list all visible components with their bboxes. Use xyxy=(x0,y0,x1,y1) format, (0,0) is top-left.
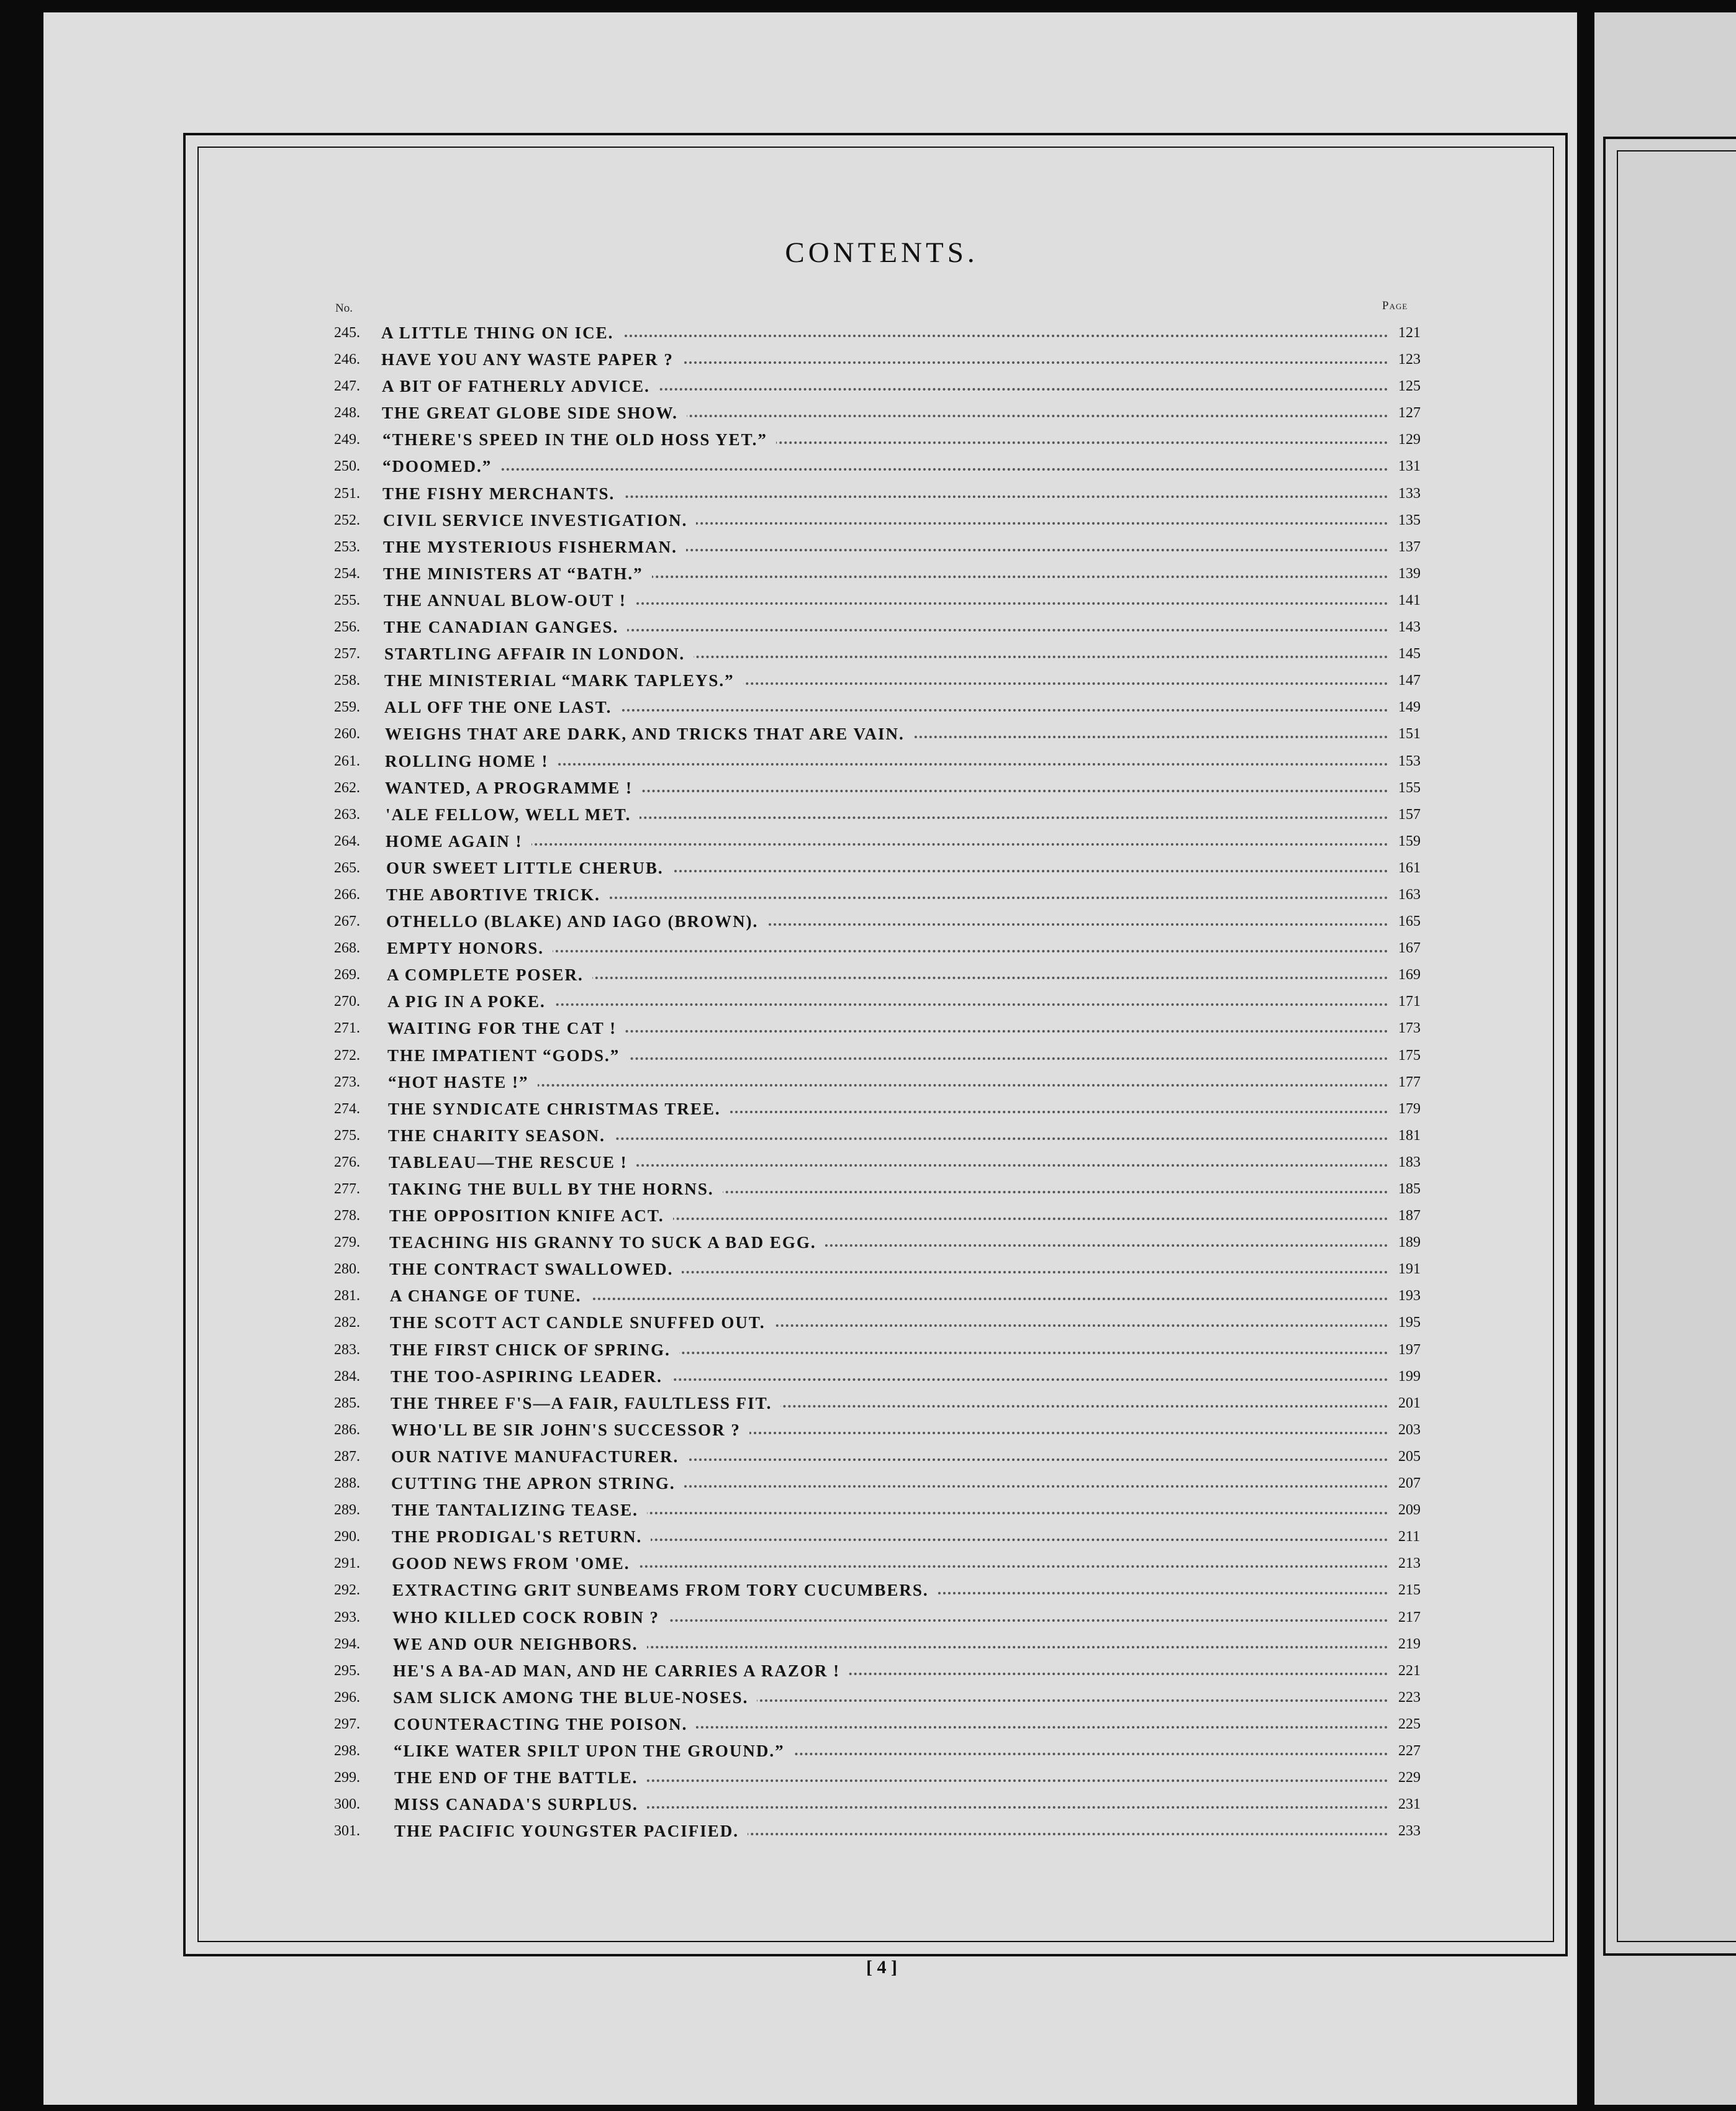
entry-page: 131 xyxy=(1393,453,1421,480)
dot-leader xyxy=(412,950,1388,952)
entry-page: 163 xyxy=(1393,882,1421,908)
entry-page: 231 xyxy=(1393,1791,1421,1818)
entry-page: 233 xyxy=(1393,1818,1421,1845)
entry-page: 171 xyxy=(1393,988,1421,1015)
entry-number: 264. xyxy=(334,833,360,849)
entry-title: MISS CANADA'S SURPLUS. xyxy=(394,1791,647,1818)
contents-entry xyxy=(0,320,1736,346)
page-number: [ 4 ] xyxy=(866,1957,897,1978)
contents-entry xyxy=(0,1283,1736,1309)
entry-number: 289. xyxy=(334,1502,360,1519)
entry-title: THE PACIFIC YOUNGSTER PACIFIED. xyxy=(394,1818,748,1845)
contents-entry xyxy=(0,1711,1736,1738)
entry-number: 281. xyxy=(334,1288,360,1304)
contents-entry xyxy=(0,988,1736,1015)
contents-entry xyxy=(0,1765,1736,1791)
entry-page: 227 xyxy=(1393,1738,1421,1765)
entry-number: 245. xyxy=(334,325,360,341)
contents-entry xyxy=(0,507,1736,534)
contents-entry xyxy=(0,1818,1736,1845)
entry-number: 265. xyxy=(334,859,360,876)
contents-entry xyxy=(0,1738,1736,1765)
entry-number: 300. xyxy=(334,1796,360,1813)
entry-title: OTHELLO (BLAKE) AND IAGO (BROWN). xyxy=(386,908,767,935)
entry-title: HAVE YOU ANY WASTE PAPER ? xyxy=(381,346,682,373)
entry-page: 209 xyxy=(1393,1497,1421,1524)
entry-title: THE GREAT GLOBE SIDE SHOW. xyxy=(382,400,687,427)
entry-page: 193 xyxy=(1393,1283,1421,1309)
contents-entry xyxy=(0,1042,1736,1069)
entry-page: 123 xyxy=(1393,346,1421,373)
entry-page: 133 xyxy=(1393,481,1421,507)
contents-entry xyxy=(0,453,1736,480)
entry-page: 147 xyxy=(1393,667,1421,694)
entry-number: 288. xyxy=(334,1475,360,1492)
entry-page: 129 xyxy=(1393,427,1421,453)
contents-list xyxy=(0,320,1736,1845)
contents-entry xyxy=(0,400,1736,427)
contents-entry xyxy=(0,935,1736,962)
contents-entry xyxy=(0,346,1736,373)
contents-entry xyxy=(0,1577,1736,1604)
contents-entry xyxy=(0,1229,1736,1256)
entry-page: 139 xyxy=(1393,561,1421,587)
entry-number: 273. xyxy=(334,1074,360,1090)
contents-entry xyxy=(0,882,1736,908)
entry-number: 293. xyxy=(334,1609,360,1625)
entry-page: 167 xyxy=(1393,935,1421,962)
entry-title: TAKING THE BULL BY THE HORNS. xyxy=(389,1176,723,1203)
entry-page: 149 xyxy=(1393,694,1421,721)
entry-title: THE MYSTERIOUS FISHERMAN. xyxy=(383,534,686,561)
entry-title: THE THREE F'S—A FAIR, FAULTLESS FIT. xyxy=(391,1390,780,1417)
entry-title: HE'S A BA-AD MAN, AND HE CARRIES A RAZOR ! xyxy=(393,1658,849,1684)
contents-entry xyxy=(0,775,1736,802)
entry-page: 223 xyxy=(1393,1684,1421,1711)
entry-number: 276. xyxy=(334,1154,360,1170)
entry-page: 229 xyxy=(1393,1765,1421,1791)
entry-page: 217 xyxy=(1393,1604,1421,1631)
contents-entry xyxy=(0,1631,1736,1658)
entry-page: 159 xyxy=(1393,828,1421,855)
entry-page: 201 xyxy=(1393,1390,1421,1417)
entry-title: “HOT HASTE !” xyxy=(388,1069,538,1096)
entry-title: TABLEAU—THE RESCUE ! xyxy=(389,1149,636,1176)
entry-number: 282. xyxy=(334,1314,360,1331)
entry-page: 143 xyxy=(1393,614,1421,641)
entry-number: 269. xyxy=(334,967,360,983)
entry-number: 279. xyxy=(334,1234,360,1251)
entry-page: 141 xyxy=(1393,587,1421,614)
entry-title: THE ANNUAL BLOW-OUT ! xyxy=(384,587,635,614)
entry-page: 221 xyxy=(1393,1658,1421,1684)
contents-entry xyxy=(0,1417,1736,1444)
entry-title: WEIGHS THAT ARE DARK, AND TRICKS THAT ARE VAIN. xyxy=(385,721,913,748)
contents-entry xyxy=(0,694,1736,721)
contents-entry xyxy=(0,481,1736,507)
entry-number: 270. xyxy=(334,993,360,1010)
entry-title: SAM SLICK AMONG THE BLUE-NOSES. xyxy=(393,1684,757,1711)
entry-page: 153 xyxy=(1393,748,1421,775)
contents-entry xyxy=(0,1684,1736,1711)
contents-entry xyxy=(0,667,1736,694)
entry-number: 267. xyxy=(334,913,360,930)
column-header-page: Page xyxy=(1382,299,1408,312)
entry-page: 175 xyxy=(1393,1042,1421,1069)
entry-title: HOME AGAIN ! xyxy=(386,828,531,855)
contents-entry xyxy=(0,1337,1736,1363)
contents-entry xyxy=(0,1470,1736,1497)
entry-number: 299. xyxy=(334,1770,360,1786)
contents-entry xyxy=(0,561,1736,587)
entry-number: 250. xyxy=(334,458,360,475)
dot-leader xyxy=(407,468,1388,471)
contents-entry xyxy=(0,1363,1736,1390)
contents-entry xyxy=(0,1069,1736,1096)
entry-number: 249. xyxy=(334,432,360,448)
entry-page: 213 xyxy=(1393,1550,1421,1577)
entry-page: 161 xyxy=(1393,855,1421,882)
entry-page: 169 xyxy=(1393,962,1421,988)
entry-number: 266. xyxy=(334,886,360,903)
contents-entry xyxy=(0,1444,1736,1470)
entry-page: 187 xyxy=(1393,1203,1421,1229)
entry-number: 290. xyxy=(334,1529,360,1545)
entry-number: 284. xyxy=(334,1368,360,1385)
entry-title: “LIKE WATER SPILT UPON THE GROUND.” xyxy=(394,1738,793,1765)
entry-title: “THERE'S SPEED IN THE OLD HOSS YET.” xyxy=(382,427,776,453)
entry-page: 151 xyxy=(1393,721,1421,748)
entry-number: 283. xyxy=(334,1341,360,1358)
entry-number: 254. xyxy=(334,565,360,582)
entry-number: 247. xyxy=(334,378,360,395)
entry-number: 258. xyxy=(334,672,360,689)
entry-page: 121 xyxy=(1393,320,1421,346)
entry-page: 189 xyxy=(1393,1229,1421,1256)
entry-number: 260. xyxy=(334,726,360,743)
entry-title: WHO'LL BE SIR JOHN'S SUCCESSOR ? xyxy=(391,1417,749,1444)
contents-title: CONTENTS. xyxy=(785,237,979,269)
entry-title: A COMPLETE POSER. xyxy=(387,962,592,988)
entry-title: THE TANTALIZING TEASE. xyxy=(392,1497,647,1524)
entry-page: 155 xyxy=(1393,775,1421,802)
entry-number: 277. xyxy=(334,1181,360,1197)
contents-entry xyxy=(0,534,1736,561)
entry-number: 298. xyxy=(334,1742,360,1759)
contents-entry xyxy=(0,1791,1736,1818)
contents-entry xyxy=(0,1123,1736,1149)
entry-page: 145 xyxy=(1393,641,1421,667)
entry-number: 262. xyxy=(334,779,360,796)
entry-page: 181 xyxy=(1393,1123,1421,1149)
entry-title: THE CONTRACT SWALLOWED. xyxy=(389,1256,682,1283)
contents-entry xyxy=(0,587,1736,614)
contents-entry xyxy=(0,748,1736,775)
contents-entry xyxy=(0,427,1736,453)
contents-entry xyxy=(0,855,1736,882)
entry-page: 215 xyxy=(1393,1577,1421,1604)
entry-number: 295. xyxy=(334,1662,360,1679)
entry-page: 137 xyxy=(1393,534,1421,561)
entry-number: 292. xyxy=(334,1582,360,1599)
entry-title: THE MINISTERS AT “BATH.” xyxy=(383,561,652,587)
contents-entry xyxy=(0,1497,1736,1524)
entry-title: THE FIRST CHICK OF SPRING. xyxy=(390,1337,679,1363)
entry-page: 225 xyxy=(1393,1711,1421,1738)
entry-title: THE IMPATIENT “GODS.” xyxy=(387,1042,628,1069)
entry-title: WHO KILLED COCK ROBIN ? xyxy=(392,1604,668,1631)
entry-page: 183 xyxy=(1393,1149,1421,1176)
entry-number: 257. xyxy=(334,646,360,662)
entry-number: 296. xyxy=(334,1689,360,1706)
entry-title: STARTLING AFFAIR IN LONDON. xyxy=(384,641,694,667)
entry-page: 211 xyxy=(1393,1524,1420,1550)
entry-page: 177 xyxy=(1393,1069,1421,1096)
entry-title: A BIT OF FATHERLY ADVICE. xyxy=(382,373,659,400)
entry-title: THE OPPOSITION KNIFE ACT. xyxy=(389,1203,673,1229)
entry-number: 271. xyxy=(334,1020,360,1037)
entry-page: 207 xyxy=(1393,1470,1421,1497)
entry-page: 219 xyxy=(1393,1631,1421,1658)
column-header-no: No. xyxy=(335,302,353,315)
entry-number: 297. xyxy=(334,1715,360,1732)
contents-entry xyxy=(0,1604,1736,1631)
entry-number: 278. xyxy=(334,1208,360,1224)
entry-number: 287. xyxy=(334,1448,360,1465)
entry-title: EXTRACTING GRIT SUNBEAMS FROM TORY CUCUMBERS. xyxy=(392,1577,938,1604)
entry-title: GOOD NEWS FROM 'OME. xyxy=(392,1550,639,1577)
entry-title: A CHANGE OF TUNE. xyxy=(390,1283,590,1309)
entry-title: THE SCOTT ACT CANDLE SNUFFED OUT. xyxy=(390,1309,774,1336)
contents-entry xyxy=(0,1550,1736,1577)
entry-title: THE SYNDICATE CHRISTMAS TREE. xyxy=(388,1096,730,1123)
entry-page: 127 xyxy=(1393,400,1421,427)
entry-title: 'ALE FELLOW, WELL MET. xyxy=(386,802,640,828)
dot-leader xyxy=(410,843,1388,846)
entry-page: 197 xyxy=(1393,1337,1421,1363)
entry-number: 246. xyxy=(334,351,360,368)
contents-entry xyxy=(0,828,1736,855)
entry-number: 268. xyxy=(334,940,360,957)
entry-number: 256. xyxy=(334,619,360,636)
contents-entry xyxy=(0,641,1736,667)
entry-page: 135 xyxy=(1393,507,1421,534)
entry-number: 274. xyxy=(334,1100,360,1117)
entry-page: 185 xyxy=(1393,1176,1421,1203)
entry-number: 272. xyxy=(334,1047,360,1064)
entry-number: 263. xyxy=(334,806,360,823)
entry-number: 261. xyxy=(334,753,360,769)
contents-entry xyxy=(0,373,1736,400)
contents-entry xyxy=(0,614,1736,641)
entry-title: WAITING FOR THE CAT ! xyxy=(387,1015,625,1042)
contents-entry xyxy=(0,1256,1736,1283)
entry-title: THE CHARITY SEASON. xyxy=(388,1123,614,1149)
entry-title: WANTED, A PROGRAMME ! xyxy=(385,775,641,802)
entry-page: 157 xyxy=(1393,802,1421,828)
entry-title: OUR NATIVE MANUFACTURER. xyxy=(391,1444,687,1470)
entry-title: “DOOMED.” xyxy=(382,453,500,480)
entry-title: A LITTLE THING ON ICE. xyxy=(381,320,622,346)
entry-title: THE MINISTERIAL “MARK TAPLEYS.” xyxy=(384,667,743,694)
entry-number: 251. xyxy=(334,485,360,502)
contents-entry xyxy=(0,1096,1736,1123)
contents-entry xyxy=(0,1015,1736,1042)
entry-page: 179 xyxy=(1393,1096,1421,1123)
entry-page: 199 xyxy=(1393,1363,1421,1390)
entry-title: EMPTY HONORS. xyxy=(387,935,553,962)
entry-title: ALL OFF THE ONE LAST. xyxy=(384,694,620,721)
entry-title: THE ABORTIVE TRICK. xyxy=(386,882,609,908)
contents-entry xyxy=(0,962,1736,988)
entry-number: 301. xyxy=(334,1823,360,1840)
entry-number: 286. xyxy=(334,1421,360,1438)
entry-number: 255. xyxy=(334,592,360,608)
contents-entry xyxy=(0,1149,1736,1176)
contents-entry xyxy=(0,1176,1736,1203)
entry-title: COUNTERACTING THE POISON. xyxy=(394,1711,696,1738)
entry-title: CUTTING THE APRON STRING. xyxy=(391,1470,684,1497)
contents-entry xyxy=(0,1390,1736,1417)
entry-page: 195 xyxy=(1393,1309,1421,1336)
entry-page: 203 xyxy=(1393,1417,1421,1444)
entry-number: 259. xyxy=(334,699,360,716)
entry-number: 252. xyxy=(334,512,360,528)
entry-title: THE END OF THE BATTLE. xyxy=(394,1765,646,1791)
contents-entry xyxy=(0,1309,1736,1336)
entry-number: 291. xyxy=(334,1555,360,1572)
entry-title: OUR SWEET LITTLE CHERUB. xyxy=(386,855,672,882)
entry-title: WE AND OUR NEIGHBORS. xyxy=(393,1631,647,1658)
entry-page: 165 xyxy=(1393,908,1421,935)
contents-entry xyxy=(0,908,1736,935)
dot-leader xyxy=(412,1003,1388,1006)
entry-number: 280. xyxy=(334,1261,360,1278)
contents-entry xyxy=(0,1524,1736,1550)
entry-page: 173 xyxy=(1393,1015,1421,1042)
entry-page: 191 xyxy=(1393,1256,1421,1283)
entry-title: A PIG IN A POKE. xyxy=(387,988,554,1015)
entry-title: TEACHING HIS GRANNY TO SUCK A BAD EGG. xyxy=(389,1229,825,1256)
entry-title: THE TOO-ASPIRING LEADER. xyxy=(391,1363,671,1390)
entry-title: THE FISHY MERCHANTS. xyxy=(382,481,623,507)
entry-title: CIVIL SERVICE INVESTIGATION. xyxy=(383,507,696,534)
entry-number: 275. xyxy=(334,1127,360,1144)
contents-entry xyxy=(0,802,1736,828)
entry-page: 125 xyxy=(1393,373,1421,400)
entry-number: 294. xyxy=(334,1635,360,1652)
entry-number: 248. xyxy=(334,405,360,422)
entry-title: THE CANADIAN GANGES. xyxy=(384,614,627,641)
contents-entry xyxy=(0,1203,1736,1229)
entry-number: 285. xyxy=(334,1395,360,1411)
entry-title: ROLLING HOME ! xyxy=(385,748,558,775)
entry-title: THE PRODIGAL'S RETURN. xyxy=(392,1524,651,1550)
contents-entry xyxy=(0,721,1736,748)
contents-entry xyxy=(0,1658,1736,1684)
dot-leader xyxy=(413,1084,1388,1087)
entry-page: 205 xyxy=(1393,1444,1421,1470)
entry-number: 253. xyxy=(334,538,360,555)
